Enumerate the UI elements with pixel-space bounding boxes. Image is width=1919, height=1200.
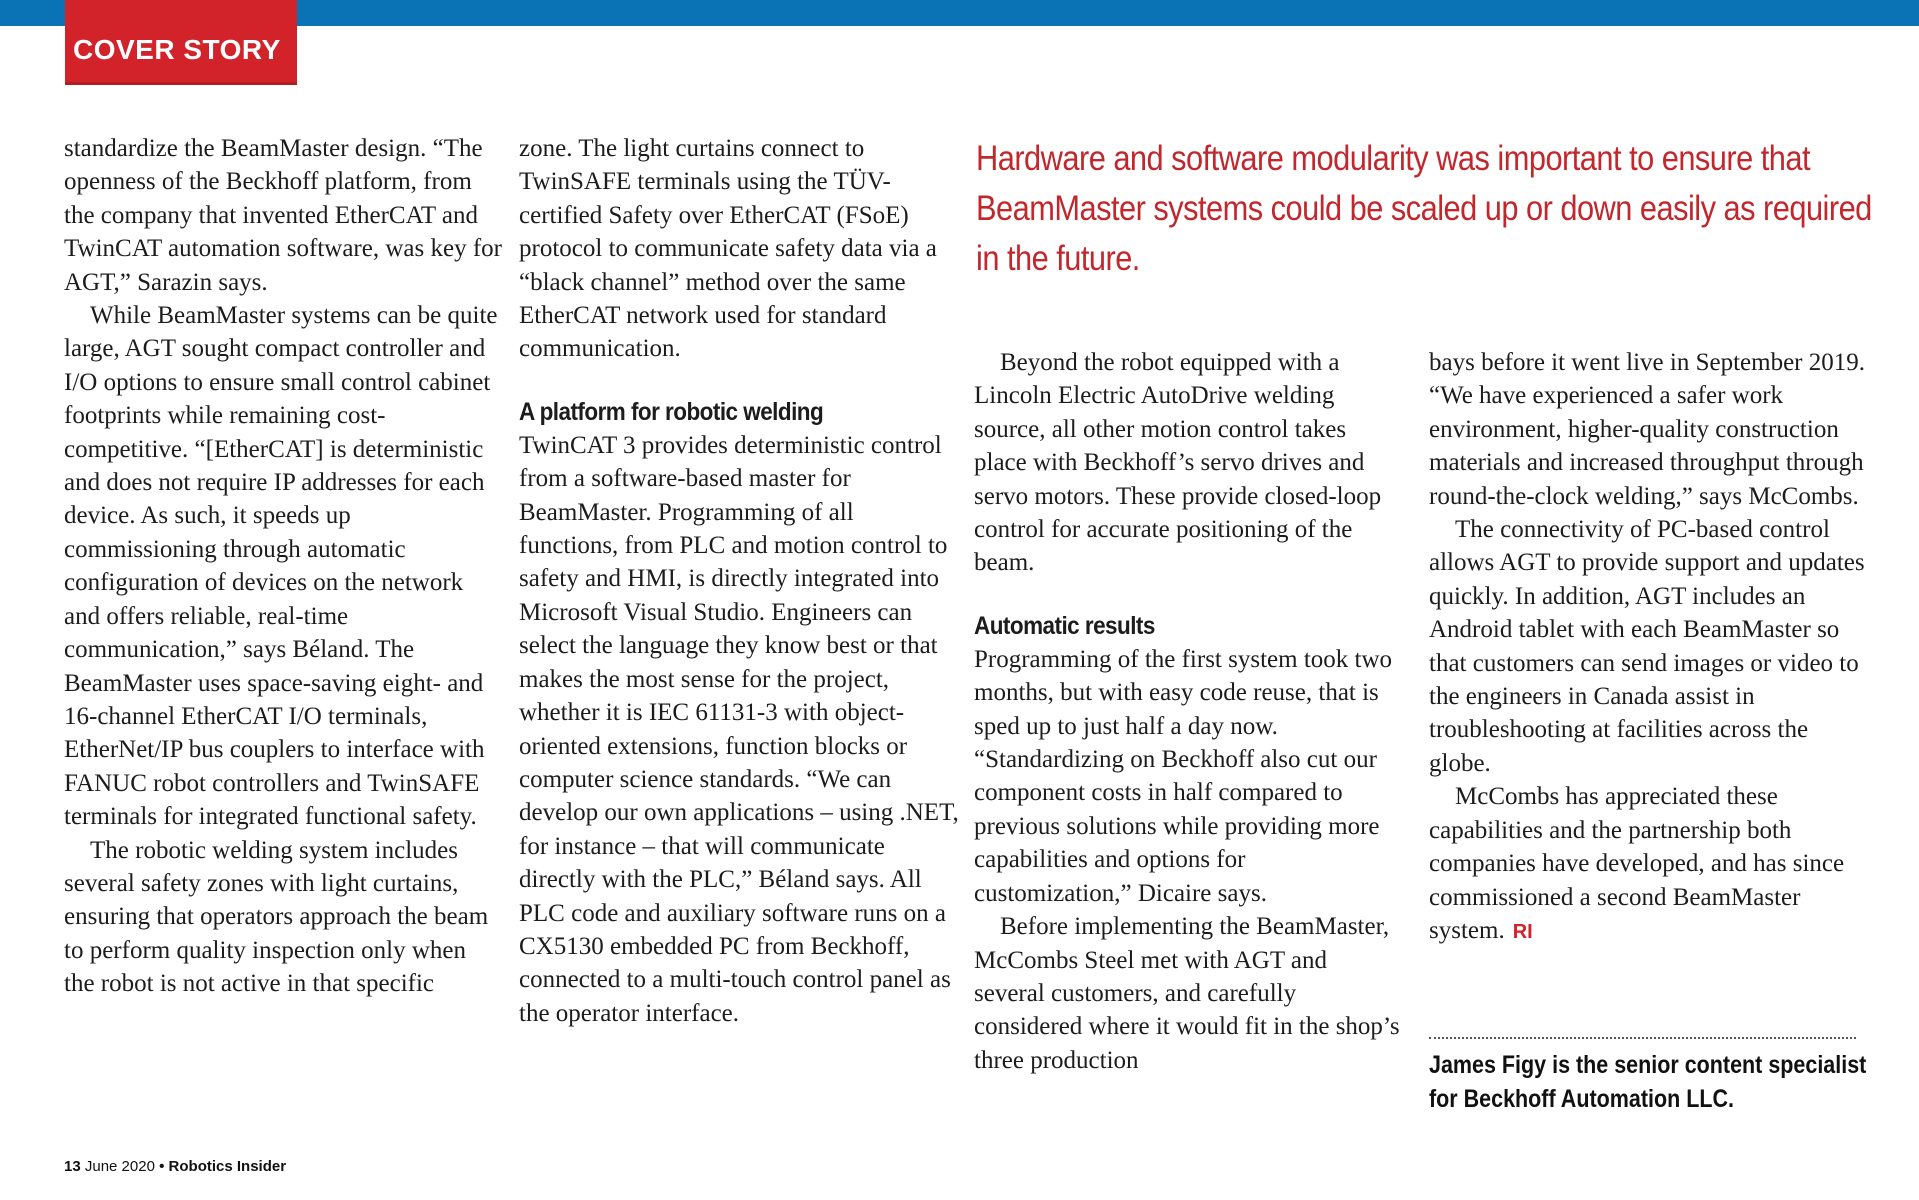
paragraph: Before implementing the BeamMaster, McCombs Steel met with AGT and several customers, and carefully considered where it would fit in the shop’s three production — [974, 913, 1400, 1074]
article-column-3 — [974, 346, 1404, 1077]
bio-divider — [1429, 1037, 1856, 1039]
ri-logo-icon: RI — [1512, 920, 1533, 943]
paragraph: The robotic welding system includes several safety zones with light curtains, ensuring that operators approach the beam to perform quality inspection only when the robot is not active in that specific — [64, 836, 489, 998]
page-footer — [64, 1158, 286, 1175]
section-tag-label: COVER STORY — [73, 34, 281, 65]
paragraph: bays before it went live in September 2019. “We have experienced a safer work environment, higher-quality construction materials and increased throughput through round-the-clock welding,” says McCombs. — [1429, 349, 1865, 510]
author-bio: James Figy is the senior content specialist for Beckhoff Automation LLC. — [1429, 1051, 1867, 1113]
issue-date: June 2020 — [84, 1158, 155, 1175]
paragraph: TwinCAT 3 provides deterministic control from a software-based master for BeamMaster. Programming of all functions, from PLC and motion control to safety and HMI, is directly integrated into Microsoft Visual Studio. Engineers can select the language they know best or that makes the most sense for the project, whether it is IEC 61131-3 with object-oriented extensions, function blocks or computer science standards. “We can develop our own applications – using .NET, for instance – that will communicate directly with the PLC,” Béland says. All PLC code and auxiliary software runs on a CX5130 embedded PC from Beckhoff, connected to a multi-touch control panel as the operator interface. — [519, 431, 959, 1027]
paragraph: While BeamMaster systems can be quite large, AGT sought compact controller and I/O options to ensure small control cabinet footprints while remaining cost-competitive. “[EtherCAT] is deterministic and does not require IP addresses for each device. As such, it speeds up commissioning through automatic configuration of devices on the network and offers reliable, real-time communication,” says Béland. The BeamMaster uses space-saving eight- and 16-channel EtherCAT I/O terminals, EtherNet/IP bus couplers to interface with FANUC robot controllers and TwinSAFE terminals for integrated functional safety. — [64, 302, 498, 831]
article-column-2 — [519, 132, 959, 1030]
footer-separator: • — [159, 1158, 165, 1175]
section-heading: Automatic results — [974, 611, 1155, 640]
publication-name: Robotics Insider — [168, 1158, 287, 1175]
paragraph: zone. The light curtains connect to TwinSAFE terminals using the TÜV-certified Safety over EtherCAT (FSoE) protocol to communicate safety data via a “black channel” method over the same EtherCAT network used for standard communication. — [519, 135, 937, 363]
article-column-4 — [1429, 346, 1869, 949]
paragraph: standardize the BeamMaster design. “The openness of the Beckhoff platform, from the company that invented EtherCAT and TwinCAT automation software, was key for AGT,” Sarazin says. — [64, 135, 502, 296]
paragraph: The connectivity of PC-based control allows AGT to provide support and updates quickly. In addition, AGT includes an Android tablet with each BeamMaster so that customers can send images or video to the engineers in Canada assist in troubleshooting at facilities across the globe. — [1429, 516, 1865, 777]
paragraph: Beyond the robot equipped with a Lincoln Electric AutoDrive welding source, all other motion control takes place with Beckhoff’s servo drives and servo motors. These provide closed-loop control for accurate positioning of the beam. — [974, 349, 1382, 577]
paragraph — [1429, 780, 1869, 949]
article-column-1 — [64, 132, 502, 1001]
page-number: 13 — [64, 1158, 81, 1175]
pull-quote: Hardware and software modularity was important to ensure that BeamMaster systems could be scaled up or down easily as required in the future. — [976, 139, 1872, 278]
section-tag — [65, 0, 297, 85]
paragraph: Programming of the first system took two months, but with easy code reuse, that is sped up to just half a day now. “Standardizing on Beckhoff also cut our component costs in half compared to previous solutions while providing more capabilities and options for customization,” Dicaire says. — [974, 645, 1393, 907]
paragraph-text: McCombs has appreciated these capabilities and the partnership both companies have developed, and has since commissioned a second BeamMaster system. — [1429, 783, 1845, 944]
section-heading: A platform for robotic welding — [519, 397, 824, 426]
